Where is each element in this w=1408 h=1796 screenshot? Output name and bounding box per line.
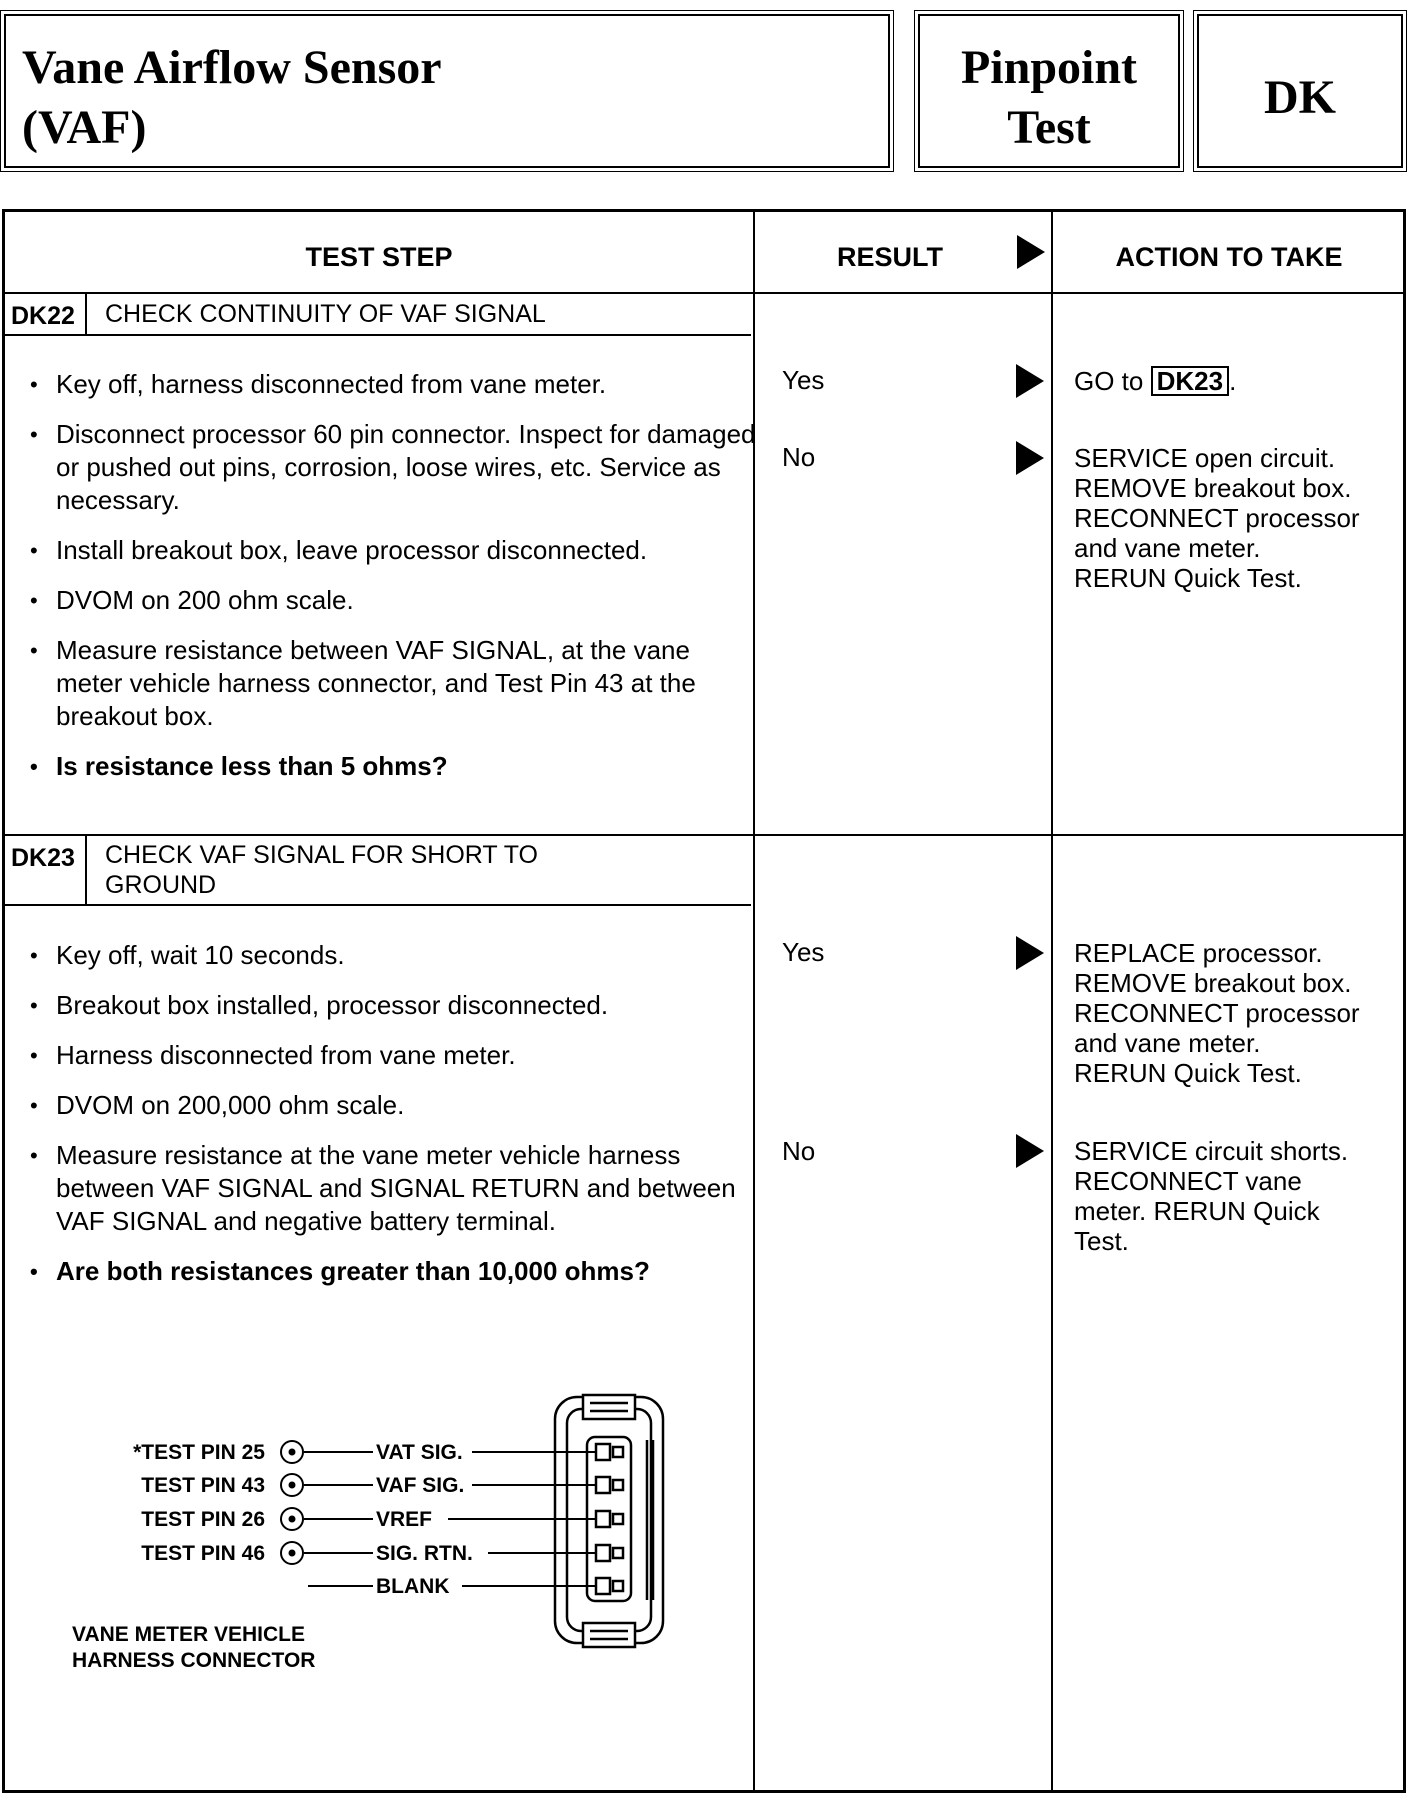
dk23-step-3: • Harness disconnected from vane meter.: [28, 1039, 756, 1072]
header-test-step: TEST STEP: [305, 242, 453, 272]
pinpoint-test-label: [920, 38, 1178, 158]
pinpoint-test-box: [918, 14, 1180, 168]
diagram-caption-line-1: VANE METER VEHICLE: [72, 1623, 305, 1646]
dk23-no-action: [1074, 1136, 1394, 1256]
dk23-title-line-1: CHECK VAF SIGNAL FOR SHORT TO: [105, 841, 538, 869]
dk22-yes-action: [1074, 366, 1394, 396]
pin-label-1: *TEST PIN 25: [133, 1441, 265, 1464]
test-pin-dot-icon: [289, 1550, 296, 1557]
dk22-code: DK22: [11, 302, 75, 330]
dk23-yes-action: [1074, 938, 1394, 1088]
dk23-no-action-line: Test.: [1074, 1226, 1129, 1256]
dk23-no-action-line: meter. RERUN Quick: [1074, 1196, 1320, 1226]
dk23-steps: [28, 939, 756, 1305]
dk22-steps: [28, 368, 756, 800]
dk22-no-arrow-icon: [1016, 441, 1044, 475]
column-divider-2: [1051, 212, 1053, 1790]
dk22-no-action-line: REMOVE breakout box.: [1074, 473, 1352, 503]
dk22-step-3: • Install breakout box, leave processor disconnected.: [28, 534, 756, 567]
connector-diagram: [60, 1385, 700, 1685]
dk22-step-2: • Disconnect processor 60 pin connector. Inspect for damaged or pushed out pins, corrosion, loose wires, etc. Service as necessary.: [28, 418, 756, 517]
pin-row-2: [141, 1474, 595, 1497]
connector-body-icon: [555, 1395, 663, 1647]
dk22-no-result: No: [782, 442, 816, 472]
dk23-step-2: • Breakout box installed, processor disconnected.: [28, 989, 756, 1022]
title-box: [4, 14, 890, 168]
dk22-no-action-line: and vane meter.: [1074, 533, 1261, 563]
pin-label-4: TEST PIN 46: [141, 1542, 265, 1565]
page-title: [22, 38, 442, 158]
dk23-title-line-2: GROUND: [105, 871, 217, 899]
pinpoint-line-2: Test: [1007, 101, 1091, 154]
signal-label-2: VAF SIG.: [376, 1474, 465, 1497]
dk23-step-1: • Key off, wait 10 seconds.: [28, 939, 756, 972]
dk22-yes-arrow-icon: [1016, 364, 1044, 398]
pin-row-5: [308, 1575, 595, 1598]
dk22-no-action: [1074, 443, 1394, 593]
dk22-code-divider: [85, 294, 87, 334]
header-action: ACTION TO TAKE: [1115, 242, 1343, 272]
dk22-yes-result: Yes: [782, 365, 825, 395]
dk23-code-divider: [85, 836, 87, 904]
dk23-title: [105, 840, 538, 900]
dk23-yes-action-line: REPLACE processor.: [1074, 938, 1323, 968]
dk23-no-result: No: [782, 1136, 816, 1166]
test-code-box: [1197, 14, 1403, 168]
header-result: RESULT: [837, 242, 943, 272]
dk23-reference[interactable]: DK23: [1151, 366, 1229, 396]
dk22-yes-action-prefix: GO to: [1074, 366, 1144, 396]
dk22-title: CHECK CONTINUITY OF VAF SIGNAL: [105, 300, 546, 328]
title-line-2: (VAF): [22, 101, 147, 154]
dk22-yes-action-suffix: .: [1229, 366, 1237, 396]
signal-label-1: VAT SIG.: [376, 1441, 463, 1464]
dk23-step-4: • DVOM on 200,000 ohm scale.: [28, 1089, 756, 1122]
signal-label-4: SIG. RTN.: [376, 1542, 473, 1565]
pin-label-3: TEST PIN 26: [141, 1508, 265, 1531]
title-line-1: Vane Airflow Sensor: [22, 41, 442, 94]
dk23-no-action-line: RECONNECT vane: [1074, 1166, 1302, 1196]
dk23-yes-action-line: REMOVE breakout box.: [1074, 968, 1352, 998]
dk23-yes-arrow-icon: [1016, 936, 1044, 970]
pin-row-4: [141, 1542, 595, 1565]
dk22-no-action-line: SERVICE open circuit.: [1074, 443, 1336, 473]
dk22-header: [5, 294, 751, 336]
pin-row-1: [133, 1441, 595, 1464]
test-pin-dot-icon: [289, 1482, 296, 1489]
header-arrow-icon: [1017, 235, 1045, 269]
dk23-code: DK23: [11, 844, 75, 872]
dk23-yes-action-line: RECONNECT processor: [1074, 998, 1360, 1028]
pin-row-3: [141, 1508, 595, 1531]
dk23-step-5: • Measure resistance at the vane meter vehicle harness between VAF SIGNAL and SIGNAL RETURN and between VAF SIGNAL and negative battery terminal.: [28, 1139, 756, 1238]
signal-label-5: BLANK: [376, 1575, 450, 1598]
dk23-question: • Are both resistances greater than 10,000 ohms?: [28, 1255, 676, 1288]
dk23-header: [5, 836, 751, 906]
signal-label-3: VREF: [376, 1508, 433, 1531]
dk22-question: • Is resistance less than 5 ohms?: [28, 750, 756, 783]
dk23-no-action-line: SERVICE circuit shorts.: [1074, 1136, 1349, 1166]
diagram-caption-line-2: HARNESS CONNECTOR: [72, 1649, 316, 1672]
dk22-no-action-line: RECONNECT processor: [1074, 503, 1360, 533]
test-pin-dot-icon: [289, 1516, 296, 1523]
dk22-step-1: • Key off, harness disconnected from vane meter.: [28, 368, 756, 401]
test-code: DK: [1264, 71, 1336, 124]
dk22-no-action-line: RERUN Quick Test.: [1074, 563, 1302, 593]
dk22-step-5: • Measure resistance between VAF SIGNAL, at the vane meter vehicle harness connector, and Test Pin 43 at the breakout box.: [28, 634, 756, 733]
dk22-step-4: • DVOM on 200 ohm scale.: [28, 584, 756, 617]
pinpoint-line-1: Pinpoint: [960, 41, 1138, 94]
dk23-no-arrow-icon: [1016, 1134, 1044, 1168]
dk23-yes-action-line: and vane meter.: [1074, 1028, 1261, 1058]
pin-label-2: TEST PIN 43: [141, 1474, 265, 1497]
test-pin-dot-icon: [289, 1449, 296, 1456]
dk23-yes-action-line: RERUN Quick Test.: [1074, 1058, 1302, 1088]
dk23-yes-result: Yes: [782, 937, 825, 967]
